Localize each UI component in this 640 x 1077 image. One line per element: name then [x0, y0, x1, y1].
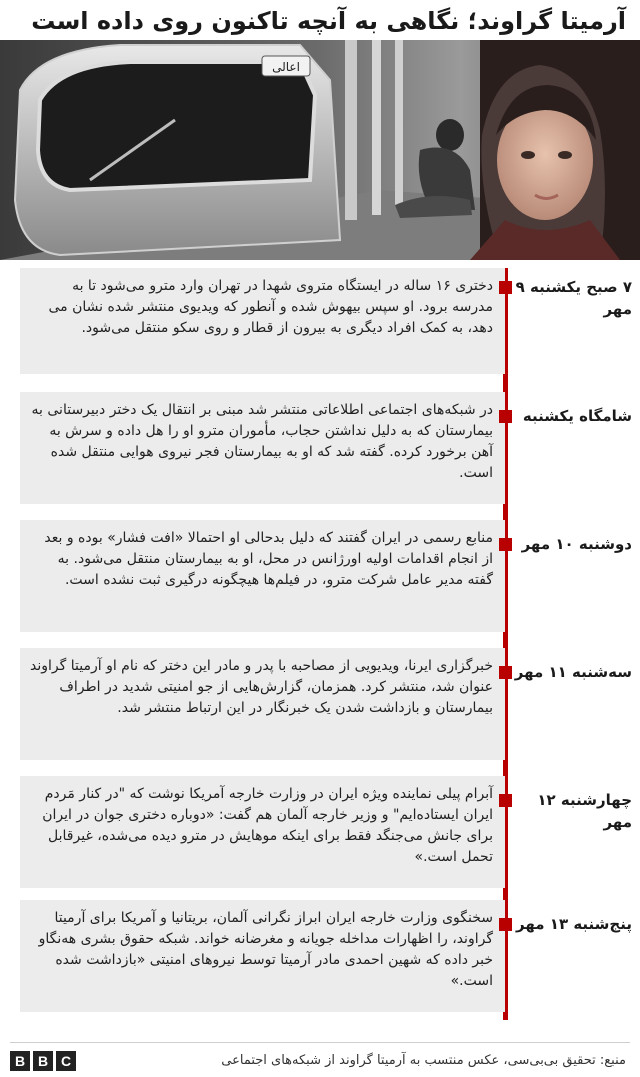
footer-divider [10, 1042, 630, 1043]
bbc-logo [10, 1051, 76, 1071]
entry-date: دوشنبه ۱۰ مهر [521, 535, 632, 553]
entry-date: ۷ صبح یکشنبه ۹ مهر [515, 278, 632, 318]
train-sign: اعالی [272, 60, 300, 74]
entry-date: چهارشنبه ۱۲ مهر [537, 791, 632, 831]
entry-text: دختری ۱۶ ساله در ایستگاه متروی شهدا در تهران وارد مترو می‌شود تا به مدرسه برود. او سپس بیهوش شده و آنطور که ویدیوی منتشر شده نشان می دهد، به کمک افراد دیگری به بیرون از قطار و روی سکو منتقل می‌شود. [20, 268, 505, 374]
entry-text: در شبکه‌های اجتماعی اطلاعاتی منتشر شد مبنی بر انتقال یک دختر دبیرستانی به بیمارستان که به دلیل نداشتن حجاب، مأموران مترو او را هل داده و سرش به آهن برخورد کرده. گفته شد که او به بیمارستان فجر نیروی هوایی منتقل شده است. [20, 392, 505, 504]
logo-letter: B [33, 1051, 53, 1071]
hero-photo [0, 40, 640, 260]
logo-letter: B [10, 1051, 30, 1071]
entry-date: شامگاه یکشنبه [522, 407, 632, 425]
timeline-marker [499, 538, 512, 551]
entry-date: سه‌شنبه ۱۱ مهر [514, 663, 632, 681]
entry-text: آبرام پیلی نماینده ویژه ایران در وزارت خارجه آمریکا نوشت که "در کنار مَردم ایران ایستاده‌ایم" و وزیر خارجه آلمان هم گفت: «دوباره دختری جوان در ایران برای جانش می‌جنگد فقط برای اینکه موهایش در مترو دیده می‌شده، غیرقابل تحمل است.» [20, 776, 505, 888]
entry-date: پنج‌شنبه ۱۳ مهر [516, 915, 632, 933]
entry-text: سخنگوی وزارت خارجه ایران ابراز نگرانی آلمان، بریتانیا و آمریکا برای آرمیتا گراوند، را اظهارات مداخله جویانه و مغرضانه خواند. شبکه حقوق بشری هه‌نگاو خبر داده که شهین احمدی مادر آرمیتا توسط نیروهای امنیتی «بازداشت شده است.» [20, 900, 505, 1012]
timeline-marker [499, 794, 512, 807]
timeline-marker [499, 666, 512, 679]
hero-image [0, 40, 640, 260]
entry-text: خبرگزاری ایرنا، ویدیویی از مصاحبه با پدر و مادر این دختر که نام او آرمیتا گراوند عنوان شد، منتشر کرد. همزمان، گزارش‌هایی از جو امنیتی شدید در اطراف بیمارستان و بازداشت شدن یک خبرنگار در این ارتباط منتشر شد. [20, 648, 505, 760]
entry-text: منابع رسمی در ایران گفتند که دلیل بدحالی او احتمالا «افت فشار» بوده و بعد از انجام اقدامات اولیه اورژانس در محل، او به بیمارستان منتقل می‌شود. به گفته مدیر عامل شرکت مترو، در فیلم‌ها هیچگونه درگیری ثبت نشده است. [20, 520, 505, 632]
logo-letter: C [56, 1051, 76, 1071]
timeline-marker [499, 918, 512, 931]
source-credit: منبع: تحقیق بی‌بی‌سی، عکس منتسب به آرمیتا گراوند از شبکه‌های اجتماعی [221, 1053, 626, 1068]
timeline-marker [499, 410, 512, 423]
timeline-marker [499, 281, 512, 294]
page-title: آرمیتا گراوند؛ نگاهی به آنچه تاکنون روی داده است [31, 7, 626, 35]
